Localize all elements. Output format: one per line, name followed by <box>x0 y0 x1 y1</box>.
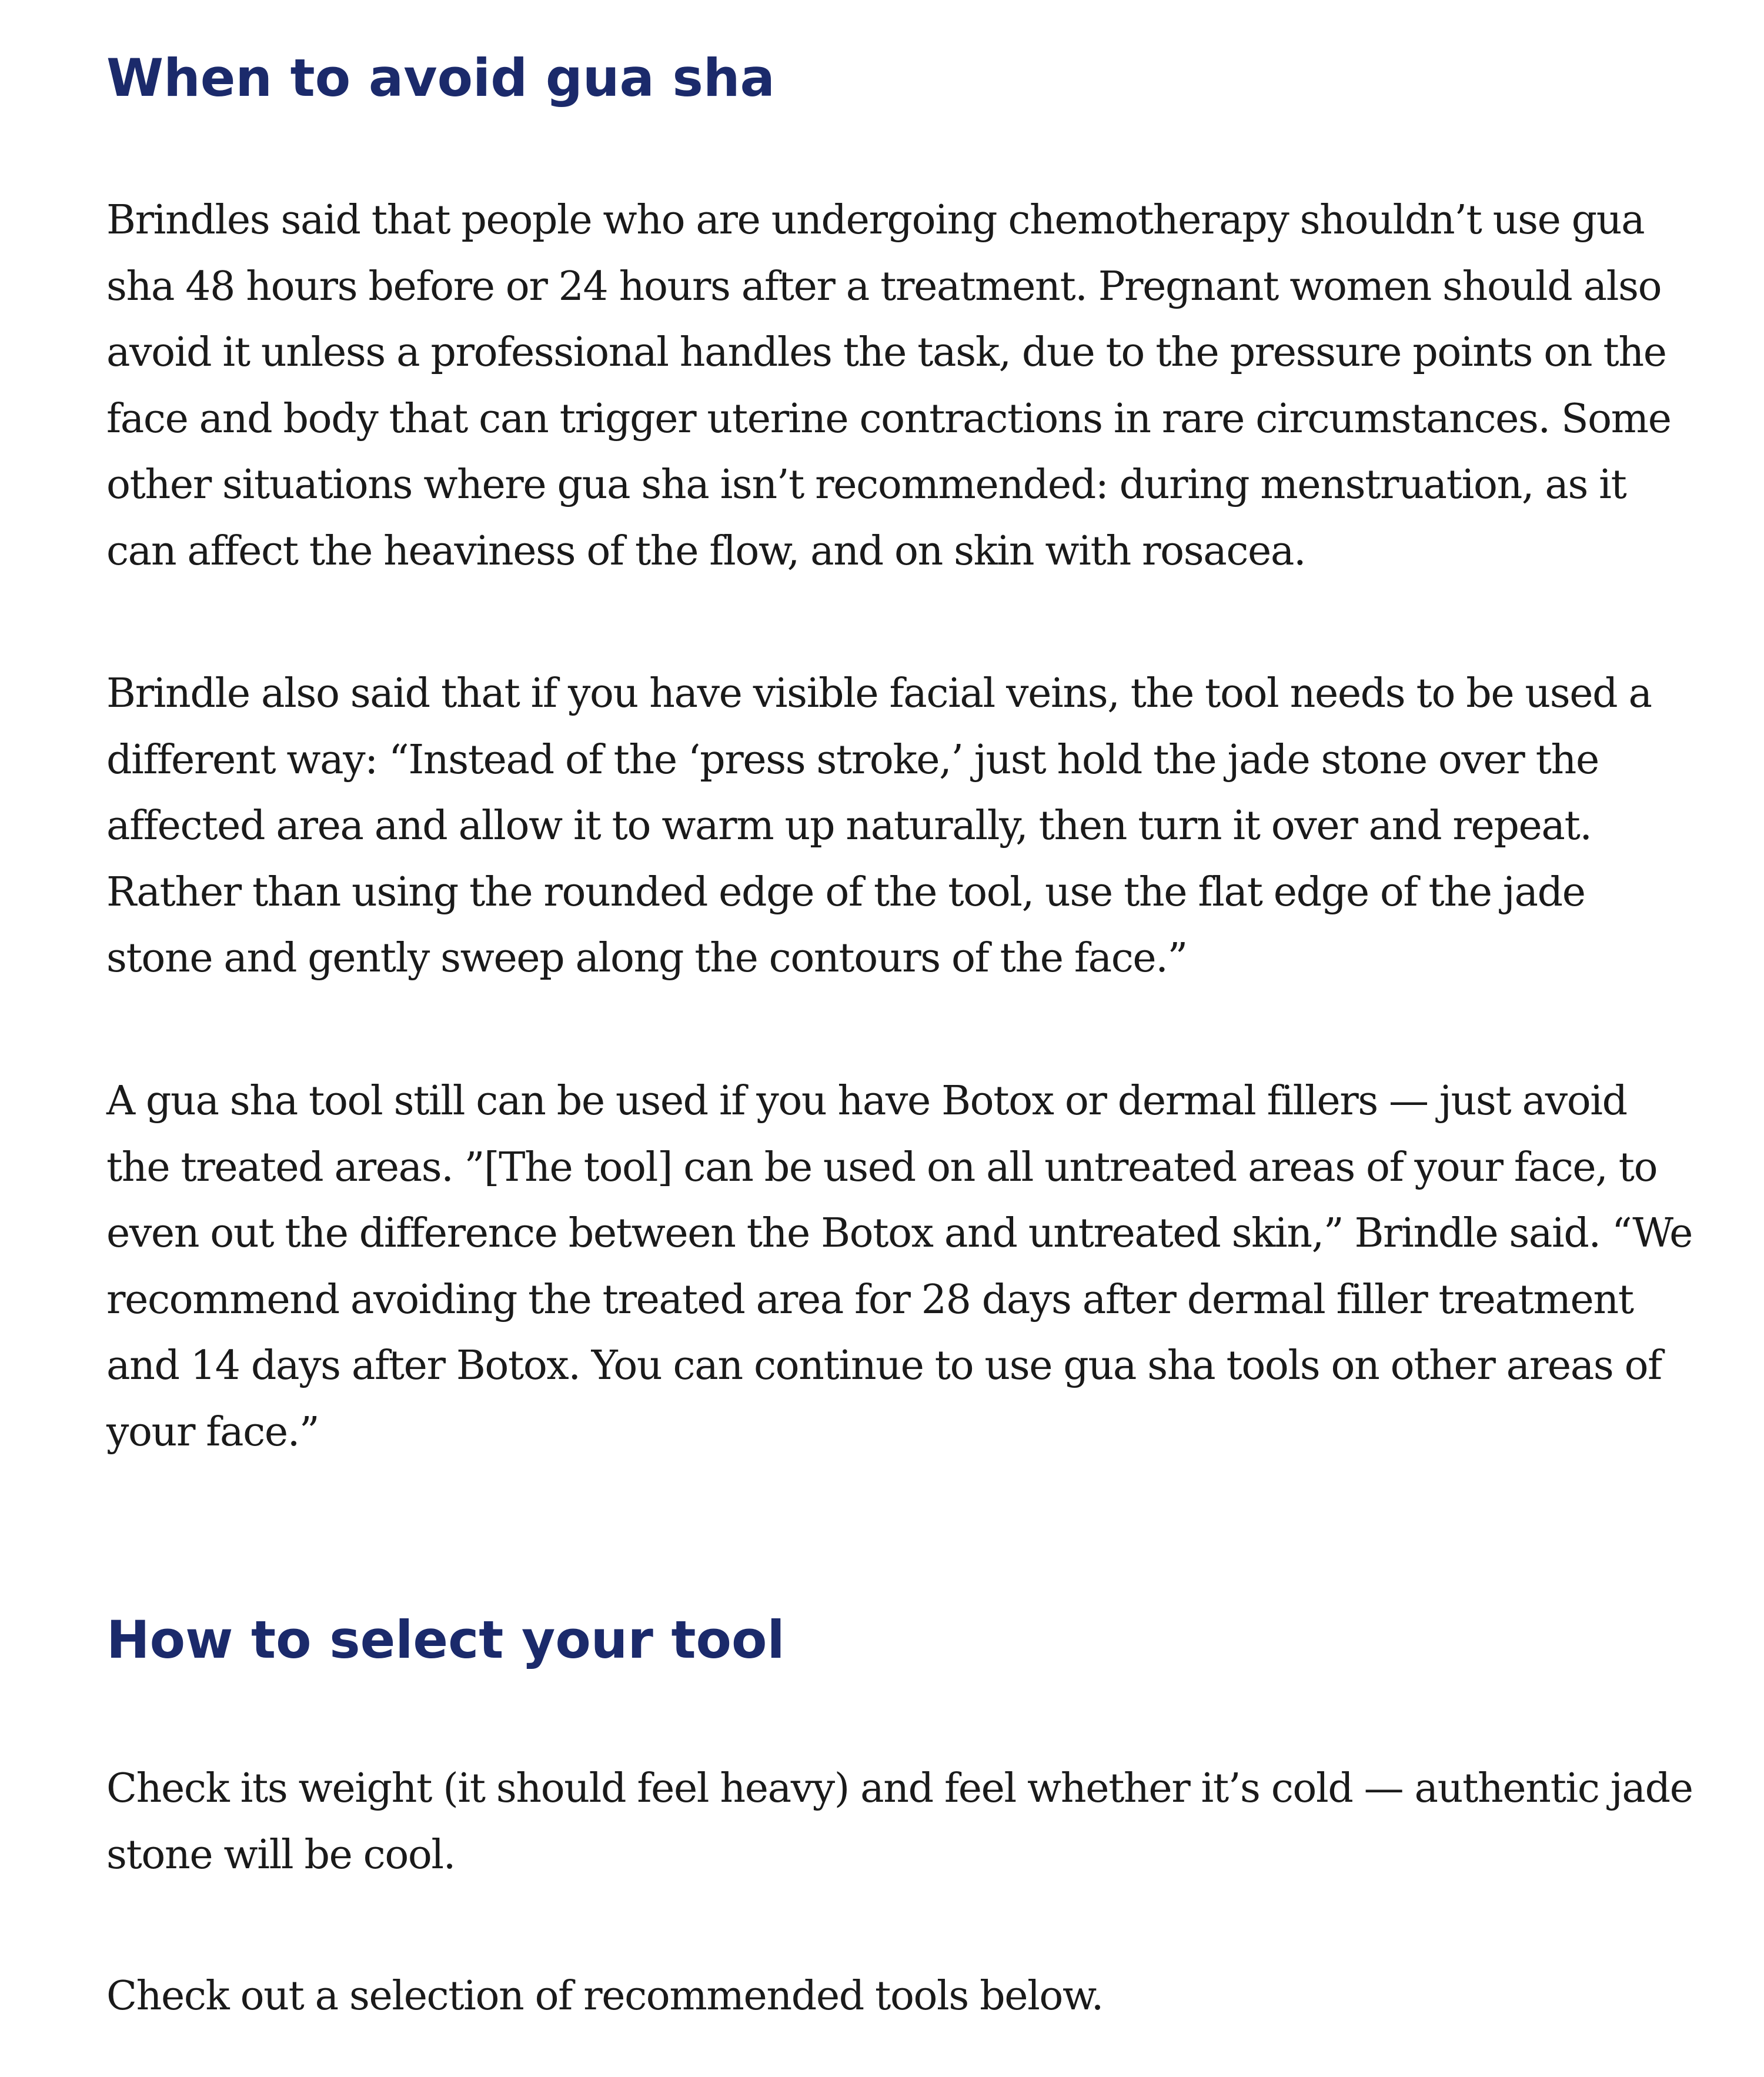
paragraph-recommended-tools: Check out a selection of recommended tools below. <box>106 1973 1103 2019</box>
paragraph-chemotherapy-pregnancy: Brindles said that people who are undergoing chemotherapy shouldn’t use gua sha 48 hours before or 24 hours after a treatment. Pregnant women should also avoid it unless a professional handles the task, due to the pressure points on the face and body that can trigger uterine contractions in rare circumstances. Some other situations where gua sha isn’t recommended: during menstruation, as it can affect the heaviness of the flow, and on skin with rosacea. <box>106 197 1671 575</box>
section-heading-when-to-avoid: When to avoid gua sha <box>106 48 775 108</box>
section-heading-select-tool: How to select your tool <box>106 1609 785 1670</box>
paragraph-botox-fillers: A gua sha tool still can be used if you have Botox or dermal fillers — just avoid the treated areas. ”[The tool] can be used on all untreated areas of your face, to even out the difference between the Botox and untreated skin,” Brindle said. “We recommend avoiding the treated area for 28 days after dermal filler treatment and 14 days after Botox. You can continue to use gua sha tools on other areas of your face.” <box>106 1078 1693 1455</box>
paragraph-check-weight: Check its weight (it should feel heavy) and feel whether it’s cold — authentic jade stone will be cool. <box>106 1765 1693 1878</box>
paragraph-facial-veins: Brindle also said that if you have visible facial veins, the tool needs to be used a different way: “Instead of the ‘press stroke,’ just hold the jade stone over the affected area and allow it to warm up naturally, then turn it over and repeat. Rather than using the rounded edge of the tool, use the flat edge of the jade stone and gently sweep along the contours of the face.” <box>106 670 1652 981</box>
